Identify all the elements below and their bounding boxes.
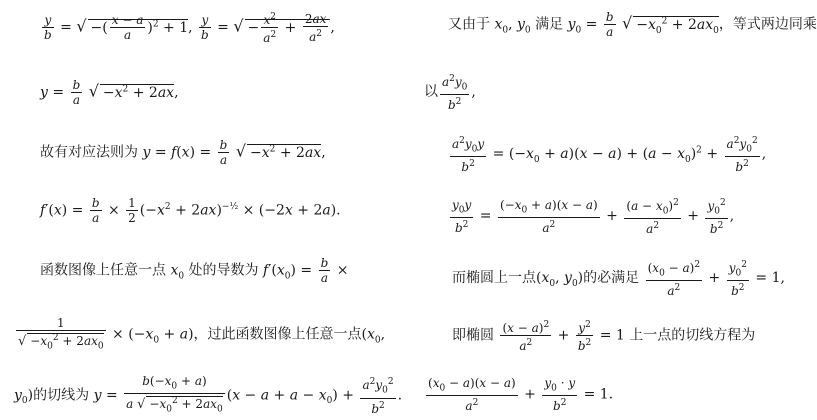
right-eq-5: 而椭圆上一点($x_0$, $y_0$)的必满足 $\frac{(x_0 - a)^2}{a^2}$ + $\frac{y_0^2}{b^2}$ = 1,: [452, 260, 785, 299]
left-eq-5: 函数图像上任意一点 $x_0$ 处的导数为 $f'(x_0)$ = $\frac{b}{a}$ ×: [40, 256, 349, 285]
right-eq-2: 以 $\frac{a^2y_0}{b^2}$ ,: [424, 74, 476, 113]
left-eq-4: f′(x) = $\frac{b}{a}$ × $\frac{1}{2}$ $(-x^2 + 2ax)^{-\frac{1}{2}} \times (-2x + 2a)$.: [40, 196, 341, 225]
left-eq-2: y = $\frac{b}{a}$ √ $-x^2 + 2ax$,: [40, 78, 179, 107]
left-eq-1: $\frac{y}{b}$ = √ −( $\frac{x - a}{a}$ )$^2$ + 1, $\frac{y}{b}$ = √ − $\frac{x^2}{a^2}$ + $\frac{2ax}{a^2}$ ,: [44, 11, 335, 45]
left-eq-6: $\frac{1}{√ -x_0^2 + 2ax_0}$ × $(-x_0 + a)$，过此函数图像上任意一点($x_0$,: [18, 316, 386, 352]
right-eq-7: $\frac{(x_0 - a)(x - a)}{a^2}$ + $\frac{y_0 \cdot y}{b^2}$ = 1.: [428, 376, 614, 414]
left-eq-7: $y_0$)的切线为 y = $\frac{b(-x_0 + a)}{a √ -x_0^2 + 2ax_0}$ $(x - a + a - x_0)$ + $\frac{a^2y_0^2}{b^2}$ .: [14, 374, 403, 416]
right-eq-6: 即椭圆 $\frac{(x - a)^2}{a^2}$ + $\frac{y^2}{b^2}$ = 1 上一点的切线方程为: [452, 320, 756, 353]
right-eq-4: $\frac{y_0y}{b^2}$ = $\frac{(-x_0 + a)(x - a)}{a^2}$ + $\frac{(a - x_0)^2}{a^2}$ + $\frac{y_0^2}{b^2}$ ,: [452, 197, 735, 237]
left-eq-3: 故有对应法则为 y = f(x) = $\frac{b}{a}$ √ $-x^2 + 2ax$,: [40, 138, 326, 167]
right-eq-1: 又由于 $x_0$, $y_0$ 满足 $y_0$ = $\frac{b}{a}$ √ $-x_0^2 + 2ax_0$，等式两边同乘: [448, 10, 817, 39]
right-eq-3: $\frac{a^2y_0y}{b^2}$ = $(-x_0 + a)(x - a) + (a - x_0)^2$ + $\frac{a^2y_0^2}{b^2}$ ,: [452, 136, 767, 175]
